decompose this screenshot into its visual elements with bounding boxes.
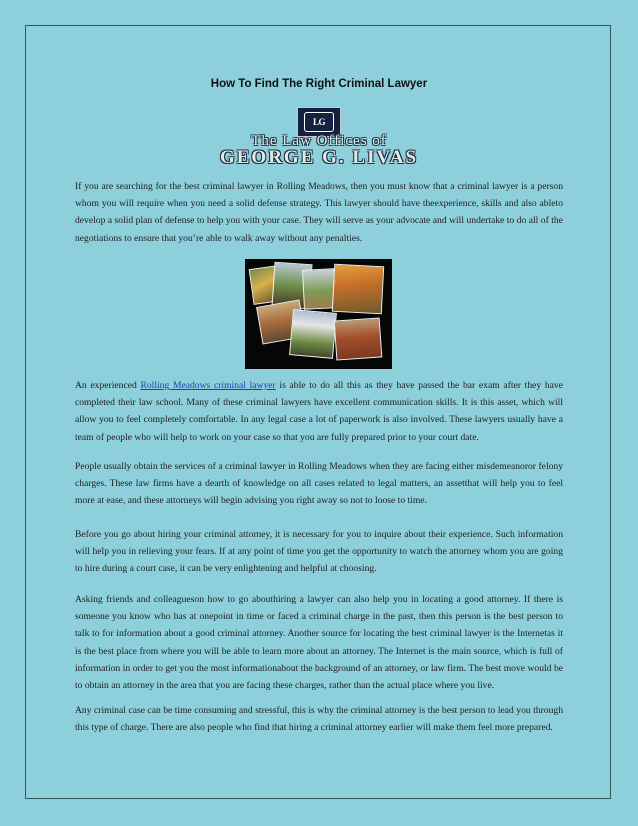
- paragraph-hiring: Before you go about hiring your criminal attorney, it is necessary for you to inquire about their experience. Such information will help you in relieving your fears. If at any point of time you get the opportunity to watch the attorney whom you are going to hire during a court case, it can be very enlightening and helpful at choosing.: [75, 529, 563, 575]
- photo-collage: [245, 259, 392, 369]
- logo-text-line2: GEORGE G. LIVAS: [219, 147, 419, 168]
- collage-photo: [332, 264, 384, 315]
- paragraph-text: is able to do all this as they have passed the bar exam after they have completed their law school. Many of these criminal lawyers have excellent communication skills. It is this asset, which will allow you to feel completely comfortable. In any legal case a lot of paperwork is also involved. These lawyers usually have a team of people who will help to work on your case so that you are fully prepared prior to your court date.: [75, 380, 563, 443]
- paragraph-text: An experienced: [75, 380, 141, 391]
- logo-text-line1: The Law Offices of: [251, 133, 387, 149]
- logo-monogram: LG: [304, 112, 334, 132]
- document-title: How To Find The Right Criminal Lawyer: [210, 78, 428, 90]
- paragraph-services: People usually obtain the services of a criminal lawyer in Rolling Meadows when they are facing either misdemeanoror felony charges. These law firms have a dearth of knowledge on all cases related to legal matters, an assetthat will help you to feel more at ease, and these attorneys will begin advising you right away so not to loose to time.: [75, 461, 563, 507]
- paragraph-intro: If you are searching for the best criminal lawyer in Rolling Meadows, then you must know that a criminal lawyer is a person whom you will require when you need a solid defense strategy. This lawyer should have theexperience, skills and also ableto develop a solid plan of defense to help you with your case. They will serve as your advocate and will undertake to do all of the negotiations to ensure that you’re able to walk away without any penalties.: [75, 181, 563, 244]
- rolling-meadows-lawyer-link[interactable]: Rolling Meadows criminal lawyer: [140, 380, 276, 391]
- collage-photo: [289, 309, 337, 359]
- collage-photo: [302, 268, 336, 310]
- paragraph-conclusion: Any criminal case can be time consuming and stressful, this is why the criminal attorney is the best person to lead you through this type of charge. There are also people who find that hiring a criminal attorney earlier will make them feel more prepared.: [75, 705, 563, 734]
- collage-photo: [334, 317, 383, 360]
- paragraph-referrals: Asking friends and colleagueson how to go abouthiring a lawyer can also help you in locating a good attorney. If there is someone you know who has at onepoint in time or faced a criminal charge in the past, then this person is the best person to talk to for information about a good criminal attorney. Another source for locating the best criminal lawyer is the Internetas it is the best place from where you will be able to learn more about an attorney. The Internet is the main source, which is full of information in order to get you the most informationabout the background of an attorney, or law firm. The best move would be to obtain an attorney in the area that you are facing these charges, rather than the actual place where you live.: [75, 594, 563, 692]
- paragraph-experience: [75, 377, 563, 446]
